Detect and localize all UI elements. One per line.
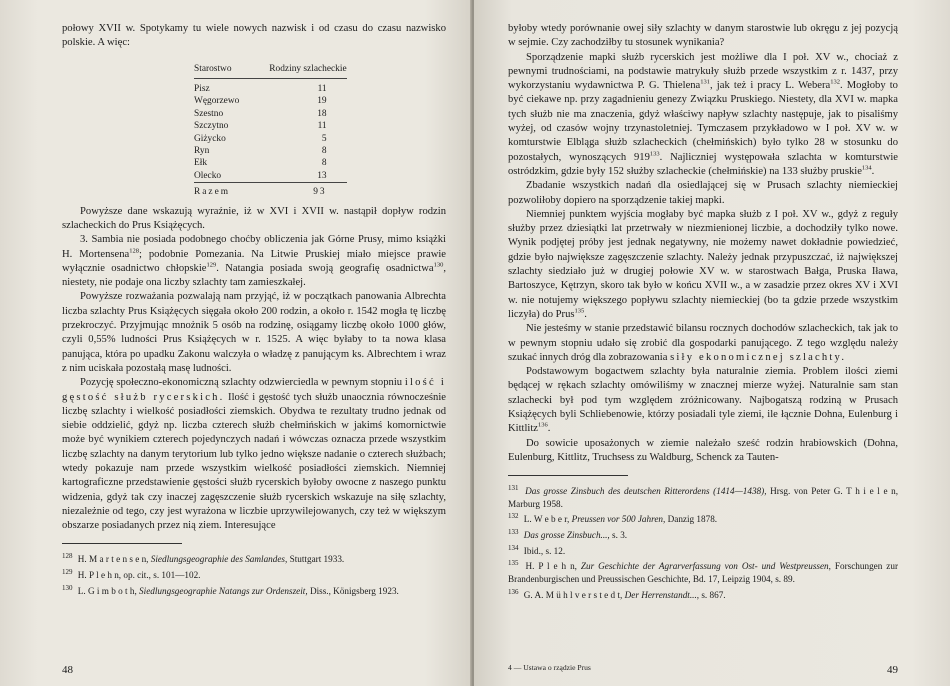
table-cell-starostwo: Ryn — [194, 146, 210, 157]
table-cell-count: 8 — [321, 158, 327, 169]
table-row — [194, 133, 347, 145]
footnote-text: Ibid., s. 12. — [523, 545, 566, 556]
footnote-ref-130: 130 — [433, 261, 444, 269]
footnote-128 — [62, 550, 446, 566]
footnote-129 — [62, 566, 446, 582]
table-cell-starostwo: Olecko — [194, 170, 222, 181]
right-page — [474, 0, 950, 686]
left-para-1: Powyższe dane wskazują wyraźnie, iż w XVI i XVII w. nastąpił dopływ rodzin szlacheckich do Prus Książęcych. — [62, 205, 446, 231]
table-row — [194, 145, 347, 157]
footnote-divider — [62, 543, 182, 544]
spaced-emphasis: ilość i gęstość służb rycerskich. — [62, 377, 446, 403]
table-cell-count: 11 — [317, 121, 327, 132]
table-header-row — [194, 63, 347, 79]
table-row — [194, 170, 347, 183]
left-para-2: 3. Sambia nie posiada podobnego choćby obliczenia jak Górne Prusy, mimo książki H. Mortensena$^{128}$; podobnie Pomezania. Na Litwie Pruskiej miało miejsce prawie wyłącznie osadnictwo chłopskie$^{129}$. Natangia posiada swoją geografię osadnictwa$^{130}$, niestety, nie podaje ona liczby szlachty tam zamieszkałej. — [62, 234, 447, 289]
right-footnotes — [508, 482, 898, 601]
table-row — [194, 120, 347, 132]
table-cell-starostwo: Węgorzewo — [194, 96, 240, 107]
footnote-divider — [508, 475, 628, 476]
footnote-ref-135: 135 — [574, 307, 585, 315]
right-para-7: Do sowicie uposażonych w ziemie należało sześć rodzin hrabiowskich (Dohna, Eulenburg, Kittlitz, Truchsess zu Waldburg, Schenck za Tauten- — [508, 437, 898, 463]
right-para-6: Podstawowym bogactwem szlachty była naturalnie ziemia. Problem ilości ziemi będącej w rękach szlachty omówiliśmy w znacznej mierze wyżej. Naturalnie sam stan szlachecki był pod tym względem zróżnicowany. Najbogatszą rodziną w Prusach Książęcych byli Schliebenowie, którzy posiadali tyle ziemi, ile łącznie Dohna, Eulenburg i Kittlitz$^{136}$. — [508, 366, 898, 435]
right-para-5: Nie jesteśmy w stanie przedstawić bilansu rocznych dochodów szlacheckich, tak jak to w pewnym stopniu udało się zrobić dla gospodarki panującego. Z tego względu należy szukać innych dróg dla zobrazowania siły ekonomicznej szlachty. — [508, 323, 898, 363]
footnote-text: s. 867. — [701, 589, 726, 600]
footnote-number: 130 — [62, 583, 73, 592]
printer-signature: 4 — Ustawa o rządzie Prus — [508, 663, 591, 672]
footnote-text: Diss., Königsberg 1923. — [309, 585, 399, 596]
table-header-rodziny: Rodziny szlacheckie — [239, 63, 346, 79]
page-number-left: 48 — [62, 664, 73, 676]
footnote-title: Siedlungsgeographie des Samlandes, — [150, 554, 288, 565]
starostwo-table — [194, 63, 347, 199]
table-cell-count: 13 — [317, 170, 327, 181]
right-para-1: byłoby wtedy porównanie owej siły szlachty w danym starostwie lub okręgu z jej pozycją w sejmie. Czy zachodziłby tu stosunek wynikania? — [508, 23, 898, 49]
table-row — [194, 108, 347, 120]
footnote-number: 131 — [508, 484, 519, 493]
footnote-title: Siedlungsgeographie Natangs zur Ordenszeit, — [139, 585, 308, 596]
footnote-number: 133 — [508, 528, 519, 537]
table-header-starostwo: Starostwo — [194, 63, 239, 79]
footnote-title: Das grosse Zinsbuch..., — [523, 530, 610, 541]
footnote-text: Stuttgart 1933. — [289, 554, 345, 565]
footnote-ref-133: 133 — [649, 150, 660, 158]
footnote-ref-131: 131 — [700, 78, 711, 86]
footnote-130 — [62, 582, 446, 598]
footnote-text: s. 3. — [612, 530, 628, 541]
table-cell-starostwo: Szestno — [194, 108, 224, 119]
table-cell-starostwo: Szczytno — [194, 121, 229, 132]
table-row — [194, 95, 347, 107]
left-para-4: Pozycję społeczno-ekonomiczną szlachty odzwierciedla w pewnym stopniu ilość i gęstość służb rycerskich. Ilość i gęstość tych służb unaocznia równocześnie liczbę szlachty i wielkość posiadłości ziemskich. Obydwa te rezultaty trudno jednak od siebie oddzielić, gdyż np. liczba czterech służb chełmińskich w jakimś komornictwie może być wynikiem czterech pojedynczych nadań i wówczas oznacza przede wszystkim liczbę szlachty na danym terytorium lub tylko jedno większe nadanie o czterech służbach; wtedy pokazuje nam przede wszystkim wielkość posiadłości ziemskich. Niemniej kartograficzne przedstawienie gęstości służb rycerskich byłoby owocne z naszego punktu widzenia, gdyż tak czy inaczej zagęszczenie służb rycerskich wskazuje na siłę szlachty, niezależnie od tego, czy jest wyrażona w liczbie uprzywilejowanych, czy też w większym obszarze posiadanych przez nią ziem. Interesujące — [62, 377, 446, 532]
footnote-title: Zur Geschichte der Agrarverfassung von Ost- und Westpreussen, — [580, 561, 831, 572]
right-para-2: Sporządzenie mapki służb rycerskich jest możliwe dla I poł. XV w., chociaż z pewnymi trudnościami, na podstawie matrykuły służb przede wszystkim z r. 1437, przy wykorzystaniu wydawnictwa P. G. Thielena$^{131}$, jak też i pracy L. Webera$^{132}$. Mogłoby to być ciekawe np. przy zagadnieniu genezy Związku Pruskiego. Niestety, dla XVI w. mapka tych służb nie ma znaczenia, gdyż właściwy napływ szlachty następuje, jak to pisaliśmy wyżej, od czasów wojny trzynastoletniej. Tymczasem przykładowo w I poł. XV w. w komturstwie Elbląga służb szlacheckich (chełmińskich) było tylko 28 w stosunku do pozostałych, wynoszących $919^{133}$. Najliczniej występowała szlachta w komturstwie ostródzkim, gdzie były 152 służby szlacheckie (chełmińskie) na 133 służby pruskie$^{134}$. — [508, 51, 898, 177]
footnote-136 — [508, 586, 898, 602]
footnote-ref-128: 128 — [129, 247, 139, 255]
table-row — [194, 79, 347, 96]
left-page — [0, 0, 472, 686]
table-cell-starostwo: Giżycko — [194, 133, 226, 144]
footnote-135 — [508, 557, 898, 585]
left-footnotes — [62, 550, 446, 597]
table-total-value: 93 — [239, 183, 346, 199]
footnote-title: Der Herrenstandt..., — [624, 589, 700, 600]
footnote-text: Forschungen zur Brandenburgischen und Preussischen Geschichte, Bd. 17, Leipzig 1904, s. 89. — [508, 561, 899, 585]
right-para-4: Niemniej punktem wyjścia mogłaby być mapka służb z I poł. XV w., gdyż z reguły służby przez dziesiątki lat przetrwały w niezmienionej liczbie, a dochodziły tylko nowe. Wynik podjętej próby jest jednak negatywny, nie możemy nawet dokładnie powiedzieć, gdzie było największe zagęszczenie szlachty. Należy jednak przypuszczać, iż największej szlachty siedziało już w drugiej połowie XV w. w starostwach Bałga, Pruska Iława, Bartoszyce, Kętrzyn, skoro tak było w końcu XVII w., a w zasadzie przez okres XV i XVI w. nie notujemy większego popływu szlachty niemieckiej (bo ta gdzie przede wszystkim liczyła) do Prus$^{135}$. — [508, 208, 898, 320]
footnote-text: L. W e b e r, — [523, 514, 570, 525]
footnote-ref-132: 132 — [830, 78, 840, 86]
footnote-text: H. P l e h n, — [525, 561, 577, 572]
footnote-ref-136: 136 — [538, 421, 548, 429]
footnote-132 — [508, 510, 898, 526]
left-intro: połowy XVII w. Spotykamy tu wiele nowych nazwisk i od czasu do czasu nazwisko polskie. A więc: — [62, 23, 446, 49]
right-para-3: Zbadanie wszystkich nadań dla osiedlającej się w Prusach szlachty niemieckiej pozwoliłoby dopiero na sporządzenie takiej mapki. — [508, 180, 898, 206]
footnote-134 — [508, 542, 898, 558]
footnote-number: 135 — [508, 559, 519, 568]
table-cell-count: 5 — [321, 133, 327, 144]
table-cell-starostwo: Ełk — [194, 158, 208, 169]
footnote-133 — [508, 526, 898, 542]
footnote-number: 136 — [508, 587, 519, 596]
page-number-right: 49 — [887, 664, 898, 676]
footnote-title: Das grosse Zinsbuch des deutschen Ritterordens (1414—1438), — [525, 486, 767, 497]
table-cell-count: 11 — [317, 84, 327, 94]
table-cell-count: 19 — [317, 96, 327, 107]
footnote-text: H. P l e h n, op. cit., s. 101—102. — [77, 570, 201, 581]
footnote-text: Hrsg. von Peter G. T h i e l e n, Marburg 1958. — [508, 486, 899, 509]
table-cell-starostwo: Pisz — [194, 84, 210, 94]
footnote-text: G. A. M ü h l v e r s t e d t, — [523, 589, 623, 600]
table-row — [194, 157, 347, 169]
footnote-ref-129: 129 — [206, 261, 217, 269]
footnote-text: Danzig 1878. — [667, 514, 718, 525]
table-total-label: Razem — [194, 183, 239, 199]
footnote-131 — [508, 482, 898, 510]
footnote-text: H. M a r t e n s e n, — [77, 554, 149, 565]
spaced-emphasis: siły ekonomicznej szlachty. — [670, 351, 847, 363]
footnote-number: 129 — [62, 568, 73, 577]
footnote-number: 128 — [62, 552, 73, 561]
table-cell-count: 18 — [317, 108, 327, 119]
footnote-ref-134: 134 — [861, 164, 872, 172]
left-para-3: Powyższe rozważania pozwalają nam przyjąć, iż w początkach panowania Albrechta liczba szlachty Prus Książęcych sięgała około 200 rodzin, a około r. 1542 mogła tę liczbę przekroczyć. Przyjmując mnożnik 5 osób na rodzinę, osiągamy liczbę około 1000 głów, czyli 0,55% ludności Prus Książęcych w r. 1525. A więc byłaby to ta nowa klasa panująca, która po upadku Zakonu walczyła o władzę z panującym ks. Albrechtem i wraz z nim uciskała pozostałą masę ludności. — [62, 291, 446, 374]
footnote-text: L. G i m b o t h, — [77, 585, 137, 596]
table-total-row — [194, 183, 347, 199]
table-body — [194, 79, 347, 183]
footnote-number: 132 — [508, 512, 519, 521]
table-cell-count: 8 — [321, 146, 327, 157]
footnote-title: Preussen vor 500 Jahren, — [571, 514, 666, 525]
footnote-number: 134 — [508, 543, 519, 552]
